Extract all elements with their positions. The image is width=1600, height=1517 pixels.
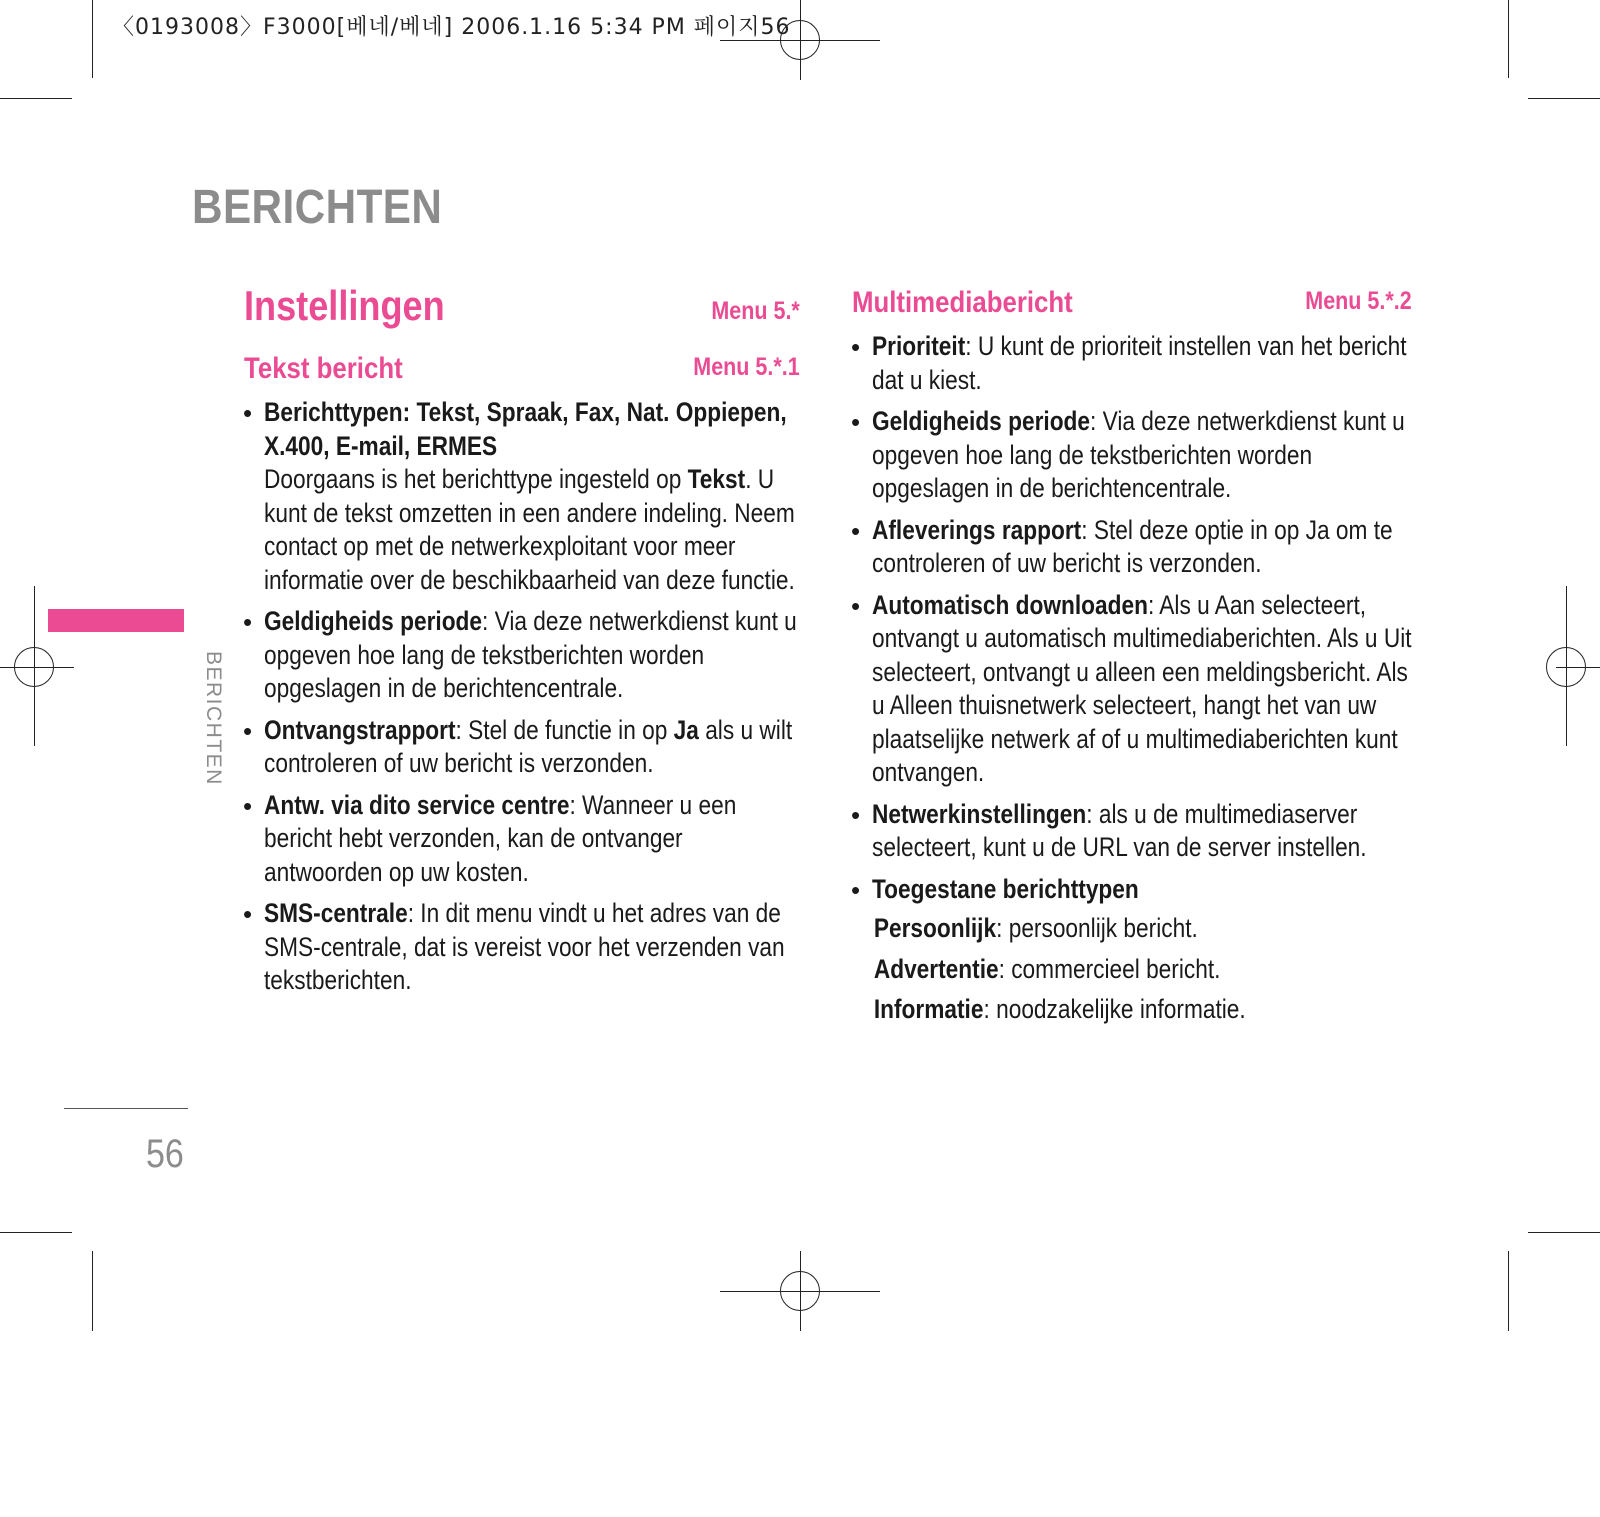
- section-tab-bar: [48, 609, 184, 632]
- list-item: [852, 514, 1412, 581]
- list-item: [852, 405, 1412, 506]
- list-item: [244, 897, 800, 998]
- item-body: : Via deze netwerkdienst kunt u opgeven hoe lang de tekstberichten worden opgeslagen in de berichtencentrale.: [872, 406, 1405, 503]
- subsection-menu-ref: Menu 5.*.1: [693, 353, 800, 381]
- list-item: [244, 789, 800, 890]
- item-body: : U kunt de prioriteit instellen van het bericht dat u kiest.: [872, 331, 1407, 395]
- page-title: BERICHTEN: [192, 181, 443, 234]
- item-term: Netwerkinstellingen: [872, 798, 1087, 829]
- item-body: : Stel deze optie in op Ja om te controleren of uw bericht is verzonden.: [872, 514, 1393, 578]
- item-body: Doorgaans is het berichttype ingesteld op: [264, 464, 688, 494]
- item-body: : Stel de functie in op: [455, 714, 674, 745]
- page-number-rule: [64, 1108, 188, 1109]
- list-item: [244, 714, 800, 781]
- registration-mark: [34, 586, 35, 746]
- crop-mark: [0, 1232, 72, 1233]
- item-body: : als u de multimediaserver selecteert, kunt u de URL van de server instellen.: [872, 798, 1367, 862]
- item-term: Geldigheids periode: [264, 606, 483, 636]
- item-body: : Wanneer u een bericht hebt verzonden, kan de ontvanger antwoorden op uw kosten.: [264, 789, 737, 887]
- item-body: : Via deze netwerkdienst kunt u opgeven hoe lang de tekstberichten worden opgeslagen in de berichtencentrale.: [264, 606, 797, 703]
- item-term: Antw. via dito service centre: [264, 789, 570, 820]
- section-heading: [852, 284, 1412, 320]
- item-body-bold: Tekst: [687, 464, 746, 494]
- sub-item-term: Informatie: [873, 994, 984, 1024]
- subsection-title: Tekst bericht: [244, 352, 403, 385]
- registration-mark: [800, 0, 801, 80]
- item-term: Geldigheids periode: [872, 406, 1091, 436]
- mms-settings-list: [852, 330, 1412, 906]
- section-title: Multimediabericht: [852, 286, 1073, 319]
- section-menu-ref: Menu 5.*.2: [1305, 287, 1412, 315]
- item-term: Berichttypen: Tekst, Spraak, Fax, Nat. Oppiepen, X.400, E-mail, ERMES: [264, 397, 787, 461]
- sub-item: [852, 953, 1434, 987]
- sub-item-term: Persoonlijk: [873, 913, 997, 943]
- item-term: Afleverings rapport: [872, 514, 1082, 545]
- registration-mark: [1566, 586, 1567, 746]
- page-number: 56: [146, 1132, 184, 1176]
- crop-mark: [92, 0, 93, 78]
- crop-mark: [92, 1251, 93, 1331]
- item-term: Toegestane berichttypen: [872, 873, 1139, 904]
- item-body: : Als u Aan selecteert, ontvangt u automatisch multimediaberichten. Als u Uit selecteert, ontvangt u alleen een meldingsbericht. Als u Alleen thuisnetwerk selecteert, hangt het van uw plaatselijke netwerk af of u multimediaberichten kunt ontvangen.: [872, 589, 1412, 787]
- item-term: Automatisch downloaden: [872, 589, 1148, 620]
- item-term: SMS-centrale: [264, 898, 408, 928]
- crop-mark: [0, 98, 72, 99]
- list-item: [852, 873, 1412, 907]
- registration-mark: [1556, 667, 1600, 668]
- crop-mark: [1528, 98, 1600, 99]
- right-column: [852, 284, 1412, 1034]
- registration-mark: [800, 1251, 801, 1331]
- sub-item-term: Advertentie: [873, 953, 999, 984]
- print-header: 〈0193008〉F3000[베네/베네] 2006.1.16 5:34 PM 페이지56: [112, 15, 791, 40]
- item-body: : In dit menu vindt u het adres van de SMS-centrale, dat is vereist voor het verzenden van tekstberichten.: [264, 898, 785, 995]
- settings-list: [244, 396, 800, 998]
- sub-item-body: : commercieel bericht.: [998, 953, 1221, 984]
- item-term: Prioriteit: [872, 331, 966, 361]
- sub-item-body: : noodzakelijke informatie.: [983, 994, 1246, 1024]
- side-section-label: BERICHTEN: [202, 651, 225, 786]
- sub-item: [852, 912, 1434, 946]
- item-body: . U kunt de tekst omzetten in een andere indeling. Neem contact op met de netwerkexploitant voor meer informatie over de beschikbaarheid van deze functie.: [264, 464, 795, 595]
- item-body-bold: Ja: [673, 714, 699, 745]
- sub-item: [852, 993, 1434, 1027]
- crop-mark: [1508, 1251, 1509, 1331]
- crop-mark: [1528, 1232, 1600, 1233]
- list-item: [852, 589, 1412, 790]
- section-title: Instellingen: [244, 282, 445, 329]
- subsection-heading: [244, 330, 800, 386]
- list-item: [852, 330, 1412, 397]
- item-term: Ontvangstrapport: [264, 714, 456, 745]
- section-heading: [244, 284, 800, 330]
- section-menu-ref: Menu 5.*: [711, 297, 800, 325]
- left-column: [244, 284, 800, 1006]
- registration-mark: [0, 667, 74, 668]
- list-item: [852, 798, 1412, 865]
- sub-item-body: : persoonlijk bericht.: [996, 913, 1198, 943]
- list-item: [244, 605, 800, 706]
- list-item: [244, 396, 800, 597]
- crop-mark: [1508, 0, 1509, 78]
- item-body: als u wilt controleren of uw bericht is verzonden.: [264, 714, 793, 778]
